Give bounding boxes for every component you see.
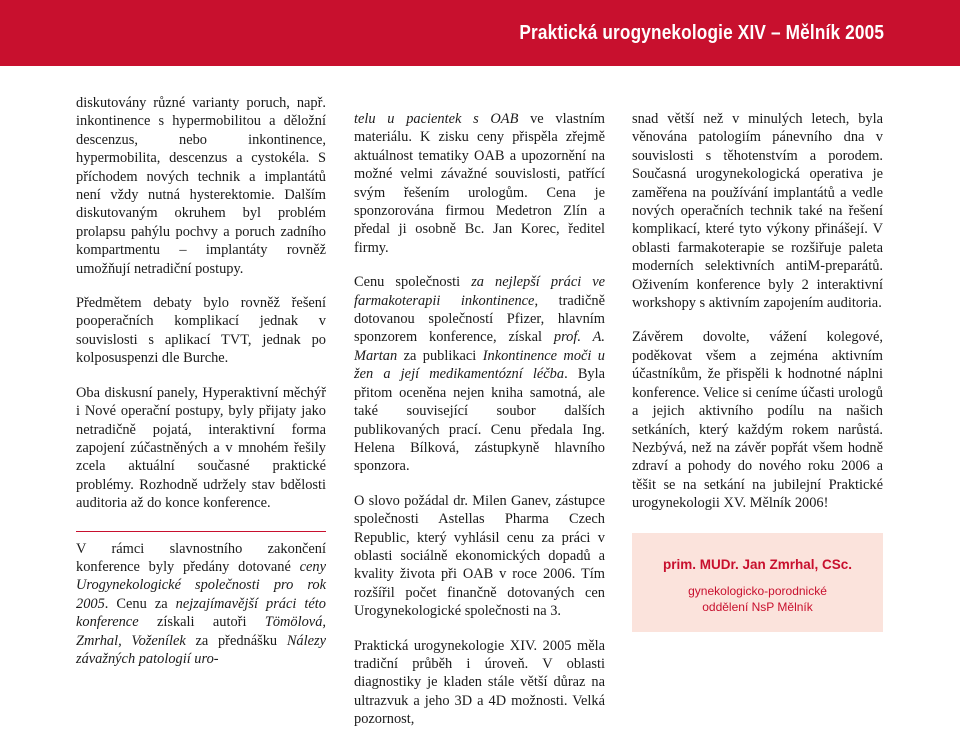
department-line: gynekologicko-porodnické — [688, 584, 827, 598]
author-signature-box — [632, 533, 883, 632]
paragraph: V rámci slavnostního zakončení konference byly předány dotované ceny Urogynekologické společnosti pro rok 2005. Cenu za nejzajímavější práci této konference získali autoři Tömölová, Zmrhal, Voženílek za přednášku Nálezy závažných patologií uro- — [76, 540, 326, 667]
page-header — [0, 0, 960, 66]
paragraph: Oba diskusní panely, Hyperaktivní měchýř i Nové operační postupy, byly přijaty jako netradičně pojatá, interaktivní forma zapojení zúčastněných a v mnohém řešily zcela aktuální současné praktické problémy. Rozhodně udržely stav bdělosti auditoria až do konce konference. — [76, 384, 326, 512]
article-column-2 — [354, 110, 605, 729]
paragraph: Praktická urogynekologie XIV. 2005 měla tradiční průběh i úroveň. V oblasti diagnostiky je kladen stále větší důraz na ultrazvuk a jeho 3D a 4D možnosti. Velká pozornost, — [354, 637, 605, 728]
paragraph: O slovo požádal dr. Milen Ganev, zástupce společnosti Astellas Pharma Czech Republic, který vyhlásil cenu za práci v oblasti sociálně ekonomických dopadů a kvality života při OAB v roce 2006. Tím rozšířil počet finančně dotovaných cen Urogynekologické společnosti na 3. — [354, 492, 605, 620]
author-name: prim. MUDr. Jan Zmrhal, CSc. — [662, 557, 853, 572]
paragraph: Cenu společnosti za nejlepší práci ve farmakoterapii inkontinence, tradičně dotovanou společností Pfizer, hlavním sponzorem konference, získal prof. A. Martan za publikaci Inkontinence moči u žen a její medikamentózní léčba. Byla přitom oceněna nejen kniha samotná, ale také související soubor dalších publikovaných prací. Cenu předala Ing. Helena Bílková, zástupkyně hlavního sponzora. — [354, 274, 606, 475]
article-column-1 — [76, 94, 326, 668]
section-divider — [76, 531, 326, 532]
paragraph: snad větší než v minulých letech, byla věnována patologiím pánevního dna v souvislosti s těhotenstvím a porodem. Současná urogynekologická operativa je zaměřena na používání implantátů a vedle nových operačních technik také na řešení komplikací, které tyto výkony přinášejí. V oblasti farmakoterapie se rozšiřuje paleta moderních selektivních antiM-preparátů. Oživením konference byly 2 interaktivní workshopy s aktivním zapojením auditoria. — [632, 111, 883, 312]
header-title: Praktická urogynekologie XIV – Mělník 2005 — [519, 22, 884, 44]
author-department — [632, 583, 883, 615]
paragraph: Závěrem dovolte, vážení kolegové, poděkovat všem a zejména aktivním účastníkům, že přispěli k hodnotné náplni konference. Velice si ceníme účasti urologů a jejich aktivního podílu na našich setkáních, který každým rokem narůstá. Nezbývá, než na závěr popřát všem hodně zdraví a pohody do nového roku 2006 a těšit se na setkání na jubilejní Praktické urogynekologii XV. Mělník 2006! — [632, 329, 883, 512]
department-line: oddělení NsP Mělník — [702, 600, 813, 614]
paragraph: Předmětem debaty bylo rovněž řešení pooperačních komplikací jednak v souvislosti s aplikací TVT, jednak po kolposuspenzi dle Burche. — [76, 295, 326, 367]
article-column-3 — [632, 110, 883, 513]
paragraph: diskutovány různé varianty poruch, např. inkontinence s hypermobilitou a děložní descenzus, nebo inkontinence, hypermobilita, descenzus a cystokéla. S příchodem nových technik a implantátů není vždy nutná hysterektomie. Dalším diskutovaným okruhem byl problém prolapsu pahýlu pochvy a poruch zadního kompartmentu – implantáty rovněž umožňují netradiční postupy. — [76, 95, 326, 277]
paragraph: telu u pacientek s OAB ve vlastním materiálu. K zisku ceny přispěla zřejmě aktuálnost tematiky OAB a upozornění na možné velmi závažné souvislosti, patřící svým řešením urologům. Cena je sponzorována firmou Medetron Zlín a předal ji osobně Bc. Jan Korec, ředitel firmy. — [354, 111, 605, 256]
